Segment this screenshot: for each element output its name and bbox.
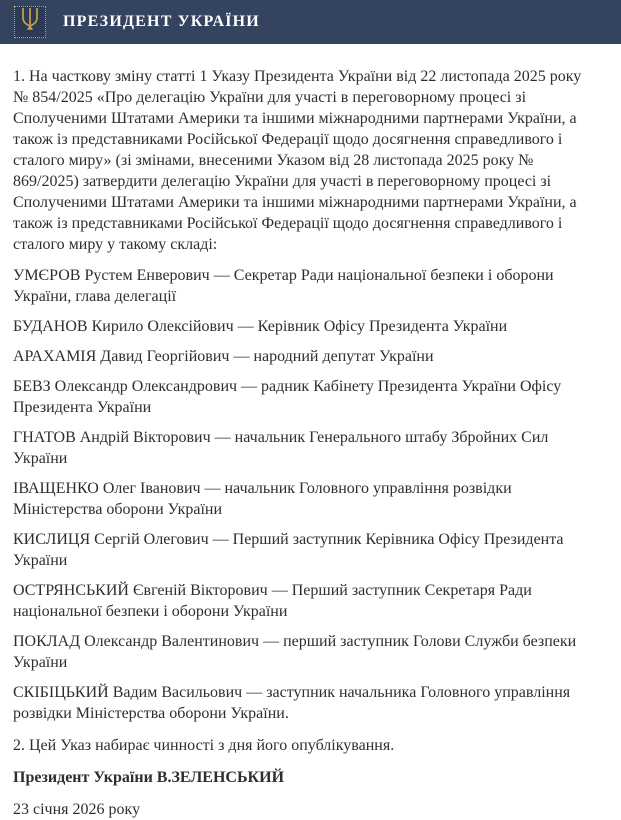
delegation-member: ГНАТОВ Андрій Вікторович — начальник Генерального штабу Збройних Сил України (13, 429, 549, 467)
signature-line: Президент України В.ЗЕЛЕНСЬКИЙ (13, 769, 285, 786)
decree-closing: 2. Цей Указ набирає чинності з дня його опублікування. (13, 737, 395, 754)
delegation-member: ІВАЩЕНКО Олег Іванович — начальник Головного управління розвідки Міністерства оборони України (13, 480, 512, 518)
decree-date: 23 січня 2026 року (13, 801, 141, 818)
delegation-member: ОСТРЯНСЬКИЙ Євгеній Вікторович — Перший заступник Секретаря Ради національної безпеки і оборони України (13, 582, 532, 620)
decree-intro: 1. На часткову зміну статті 1 Указу Президента України від 22 листопада 2025 року № 854/2025 «Про делегацію України для участі в переговорному процесі зі Сполученими Штатами Америки та іншими міжнародними партнерами України, а також із представниками Російської Федерації щодо досягнення справедливого і сталого миру» (зі змінами, внесеними Указом від 28 листопада 2025 року № 869/2025) затвердити делегацію України для участі в переговорному процесі зі Сполученими Штатами Америки та іншими міжнародними партнерами України, а також із представниками Російської Федерації щодо досягнення справедливого і сталого миру у такому складі: (13, 68, 582, 253)
delegation-member: СКІБІЦЬКИЙ Вадим Васильович — заступник начальника Головного управління розвідки Міністерства оборони України. (13, 684, 571, 722)
delegation-member: ПОКЛАД Олександр Валентинович — перший заступник Голови Служби безпеки України (13, 633, 577, 671)
delegation-member: УМЄРОВ Рустем Енверович — Секретар Ради національної безпеки і оборони України, глава делегації (13, 267, 554, 305)
header-title: ПРЕЗИДЕНТ УКРАЇНИ (63, 13, 260, 30)
delegation-member: БУДАНОВ Кирило Олексійович — Керівник Офісу Президента України (13, 318, 508, 335)
delegation-member: КИСЛИЦЯ Сергій Олегович — Перший заступник Керівника Офісу Президента України (13, 531, 564, 569)
presidential-emblem (14, 6, 46, 38)
trident-icon (20, 7, 40, 38)
delegation-member: АРАХАМІЯ Давид Георгійович — народний депутат України (13, 348, 434, 365)
header-bar (0, 0, 621, 44)
delegation-member: БЕВЗ Олександр Олександрович — радник Кабінету Президента України Офісу Президента України (13, 378, 562, 416)
decree-body (0, 44, 621, 820)
